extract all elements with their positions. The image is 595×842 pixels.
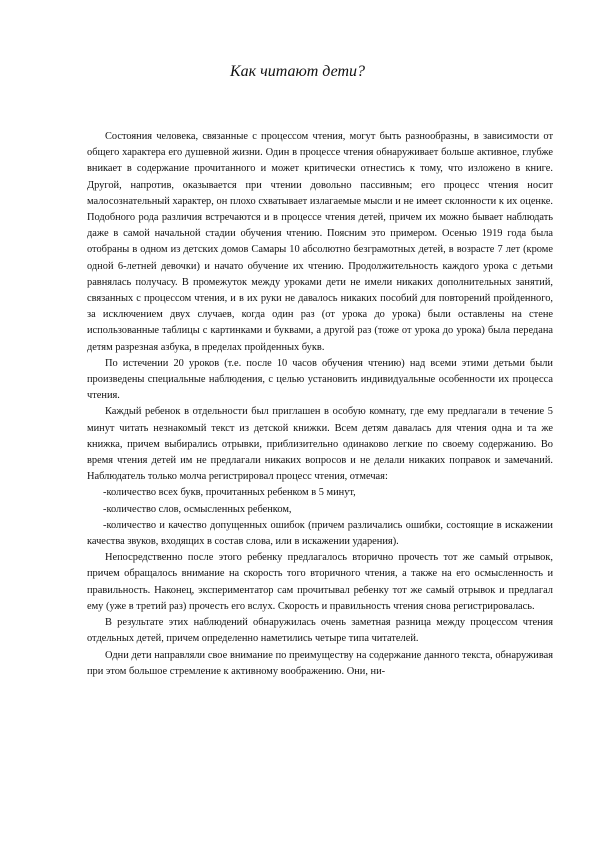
- paragraph: Состояния человека, связанные с процессом чтения, могут быть разнообразны, в зависимости от общего характера его душевной жизни. Один в процессе чтения обнаруживает больше активное, глубже вникает в содержание прочитанного и может критически отнестись к тому, что изложено в книге. Другой, напротив, оказывается при чтении довольно пассивным; его процесс чтения носит малосознательный характер, он плохо схватывает излагаемые мысли и не имеет склонности к их оценке. Подобного рода различия встречаются и в процессе чтения детей, причем их можно бывает наблюдать даже в самой начальной стадии обучения чтению. Поясним это примером. Осенью 1919 года была отобраны в одном из детских домов Самары 10 абсолютно безграмотных детей, в возрасте 7 лет (кроме одной 6-летней девочки) и начато обучение их чтению. Продолжительность каждого урока с детьми равнялась получасу. В промежуток между уроками дети не имели никаких дополнительных занятий, связанных с процессом чтения, и в их руки не давалось никаких пособий для повторений пройденного, за исключением двух случаев, когда один раз (от урока до урока) были оставлены на стене использованные таблицы с картинками и буквами, а другой раз (тоже от урока до урока) была передана детям разрезная азбука, в пределах пройденных букв.: [87, 131, 553, 353]
- paragraph: Каждый ребенок в отдельности был приглашен в особую комнату, где ему предлагали в течение 5 минут читать незнакомый текст из детской книжки. Всем детям давалась для чтения одна и та же книжка, причем выбирались отрывки, приблизительно одинаково легкие по своему содержанию. Во время чтения детей им не предлагали никаких вопросов и не делали никаких поправок и замечаний. Наблюдатель только молча регистрировал процесс чтения, отмечая:: [87, 406, 553, 483]
- paragraph: В результате этих наблюдений обнаружилась очень заметная разница между процессом чтения отдельных детей, причем определенно наметились четыре типа читателей.: [87, 617, 553, 645]
- list-item: -количество слов, осмысленных ребенком,: [103, 503, 292, 515]
- list-item: -количество всех букв, прочитанных ребенком в 5 минут,: [103, 487, 356, 499]
- paragraph: По истечении 20 уроков (т.е. после 10 часов обучения чтению) над всеми этими детьми были произведены специальные наблюдения, с целью установить индивидуальные особенности их процесса чтения.: [87, 357, 553, 402]
- list-item: -количество и качество допущенных ошибок (причем различались ошибки, состоящие в искажении качества звуков, входящих в состав слова, или в искажении ударения).: [87, 519, 553, 548]
- document-title: Как читают дети?: [229, 63, 366, 80]
- document-body: [87, 129, 553, 680]
- paragraph: Непосредственно после этого ребенку предлагалось вторично прочесть тот же самый отрывок, причем обращалось внимание на скорость того вторичного чтения, а также на его осмысленность и правильность. Наконец, экспериментатор сам прочитывал ребенку тот же самый отрывок и предлагал ему (уже в третий раз) прочесть его вслух. Скорость и правильность чтения снова регистрировалась.: [87, 552, 553, 612]
- paragraph: Одни дети направляли свое внимание по преимуществу на содержание данного текста, обнаруживая при этом большое стремление к активному воображению. Они, ни-: [87, 649, 553, 677]
